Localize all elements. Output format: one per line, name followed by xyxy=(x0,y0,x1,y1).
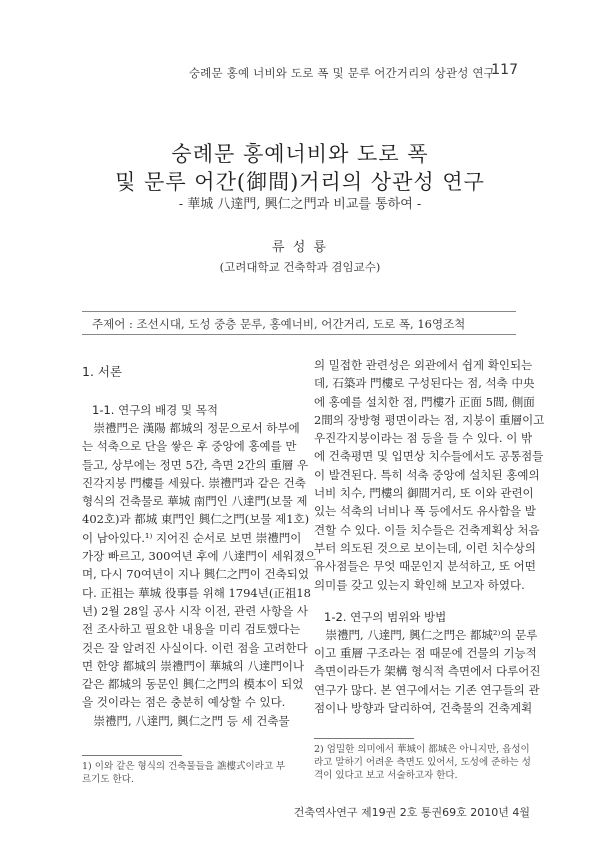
left-column xyxy=(82,363,316,730)
paper-title-line-2: 및 문루 어간(御間)거리의 상관성 연구 xyxy=(115,170,485,194)
subsection-heading: 1-2. 연구의 범위와 방법 xyxy=(324,609,447,624)
text-line: 가장 빠르고, 300여년 후에 八達門이 세워졌으 xyxy=(82,549,316,564)
text-line: 연구가 많다. 본 연구에서는 기존 연구들의 관 xyxy=(314,682,540,697)
text-line: 崇禮門은 漢陽 都城의 정문으로서 하부에 xyxy=(82,421,300,435)
text-line: 崇禮門, 八達門, 興仁之門은 都城²⁾의 문루 xyxy=(314,627,538,642)
text-line: 이 남아있다.¹⁾ 지어진 순서로 보면 崇禮門이 xyxy=(82,530,302,545)
title-block xyxy=(0,140,600,214)
text-line: 을 것이라는 점은 충분히 예상할 수 있다. xyxy=(82,695,286,710)
text-line: 에 건축평면 및 입면상 치수들에서도 공통점들 xyxy=(314,449,544,464)
journal-footer: 건축역사연구 제19권 2호 통권69호 2010년 4월 xyxy=(293,806,530,819)
text-line: 다. 正祖는 華城 役事를 위해 1794년(正祖18 xyxy=(82,585,311,600)
text-line: 들고, 상부에는 정면 5간, 측면 2간의 重層 우 xyxy=(82,457,309,472)
body-paragraph xyxy=(314,626,541,717)
text-line: 년) 2월 28일 공사 시작 이전, 관련 사항을 사 xyxy=(82,603,308,618)
text-line: 며, 다시 70여년이 지나 興仁之門이 건축되었 xyxy=(82,567,309,582)
keywords-box: 주제어 : 조선시대, 도성 중층 문루, 홍예너비, 어간거리, 도로 폭, 16영조척 xyxy=(82,311,516,335)
text-line: 는 석축으로 단을 쌓은 후 중앙에 홍예를 만 xyxy=(82,439,297,454)
text-line: 2間의 장방형 평면이라는 점, 지붕이 重層이고 xyxy=(314,412,545,427)
text-line: 전 조사하고 필요한 내용을 미리 검토했다는 xyxy=(82,622,301,637)
text-line: 의 밀접한 관련성은 외관에서 쉽게 확인되는 xyxy=(314,358,533,372)
footnote-divider xyxy=(314,738,414,739)
text-line: 崇禮門, 八達門, 興仁之門 등 세 건축물 xyxy=(82,713,290,728)
text-line: 측면이라든가 架構 형식적 측면에서 다루어진 xyxy=(314,664,541,679)
body-paragraph xyxy=(82,419,316,730)
footnote-divider xyxy=(82,755,182,756)
text-line: 것은 잘 알려진 사실이다. 이런 점을 고려한다 xyxy=(82,640,308,655)
text-line: 이 발견된다. 특히 석축 중앙에 설치된 홍예의 xyxy=(314,467,540,482)
footnote: 1) 이와 같은 형식의 건축물들을 譙樓式이라고 부르기도 한다. xyxy=(82,761,286,785)
page-number: 117 xyxy=(491,62,518,78)
paper-title-line-1: 숭례문 홍예너비와 도로 폭 xyxy=(171,142,429,166)
text-line: 형식의 건축물로 華城 南門인 八達門(보물 제 xyxy=(82,494,308,509)
footnote: 2) 엄밀한 의미에서 華城이 都城은 아니지만, 읍성이라고 말하기 어려운 측면도 있어서, 도성에 준하는 성격이 있다고 보고 서술하고자 한다. xyxy=(314,744,531,781)
text-line: 같은 都城의 동문인 興仁之門의 模本이 되었 xyxy=(82,677,304,692)
text-line: 402호)과 都城 東門인 興仁之門(보물 제1호) xyxy=(82,512,310,527)
right-column xyxy=(314,356,545,717)
subsection-heading: 1-1. 연구의 배경 및 목적 xyxy=(92,403,218,417)
text-line: 데, 石築과 門樓로 구성된다는 점, 석축 中央 xyxy=(314,376,535,391)
text-line: 우진각지붕이라는 점 등을 들 수 있다. 이 밖 xyxy=(314,431,533,446)
author-name: 류 성 룡 xyxy=(272,240,328,255)
text-line: 유사점들은 무엇 때문인지 분석하고, 또 어떤 xyxy=(314,559,536,574)
text-line: 부터 의도된 것으로 보이는데, 이런 치수상의 xyxy=(314,540,536,555)
text-line: 진각지붕 門樓를 세웠다. 崇禮門과 같은 건축 xyxy=(82,475,306,490)
text-line: 이고 重層 구조라는 점 때문에 건물의 기능적 xyxy=(314,646,537,661)
text-line: 에 홍예를 설치한 점, 門樓가 正面 5間, 側面 xyxy=(314,394,535,409)
text-line: 점이나 방향과 달리하여, 건축물의 건축계획 xyxy=(314,701,533,716)
text-line: 견할 수 있다. 이들 치수들은 건축계획상 처음 xyxy=(314,522,540,537)
running-head xyxy=(0,62,600,82)
author-affiliation: (고려대학교 건축학과 겸임교수) xyxy=(219,260,381,274)
text-line: 의미를 갖고 있는지 확인해 보고자 하였다. xyxy=(314,577,525,592)
section-heading: 1. 서론 xyxy=(82,364,123,379)
text-line: 너비 치수, 門樓의 御間거리, 또 이와 관련이 xyxy=(314,486,534,501)
text-line: 면 한양 都城의 崇禮門이 華城의 八達門이나 xyxy=(82,658,305,673)
text-line: 있는 석축의 너비나 폭 등에서도 유사함을 발 xyxy=(314,504,536,519)
running-head-title: 숭례문 홍예 너비와 도로 폭 및 문루 어간거리의 상관성 연구 xyxy=(188,66,495,80)
body-paragraph xyxy=(314,356,545,594)
paper-subtitle: - 華城 八達門, 興仁之門과 비교를 통하여 - xyxy=(178,197,422,212)
